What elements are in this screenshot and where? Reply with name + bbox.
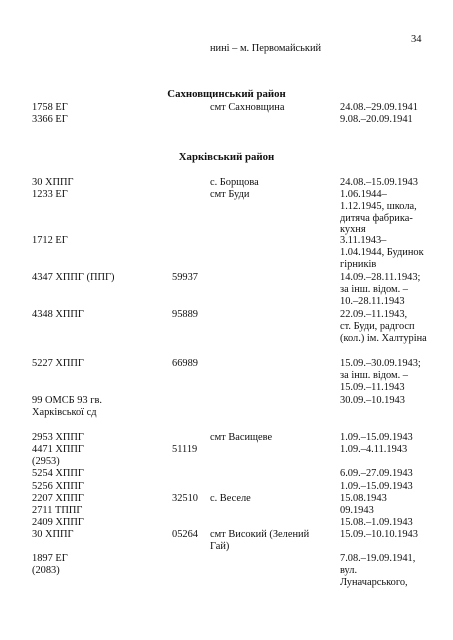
cell-line: 1758 ЕГ	[32, 102, 68, 113]
cell-line: 66989	[172, 358, 198, 369]
cell-line: 1.09.–4.11.1943	[340, 444, 408, 455]
cell-line: 6.09.–27.09.1943	[340, 468, 413, 479]
cell-line: 1.09.–15.09.1943	[340, 432, 413, 443]
cell-line: 1.09.–15.09.1943	[340, 481, 413, 492]
cell-line: 2711 ТППГ	[32, 505, 83, 516]
cell-line: смт Високий (Зелений	[210, 529, 310, 540]
cell-line: 05264	[172, 529, 198, 540]
cell-line: 24.08.–15.09.1943	[340, 177, 418, 188]
cell-line: 1.06.1944–	[340, 189, 387, 200]
cell-line: 24.08.–29.09.1941	[340, 102, 418, 113]
cell-line: ст. Буди, радгосп	[340, 320, 415, 332]
cell-line: кухня	[340, 224, 366, 236]
cell-line: за інш. відом. –	[340, 283, 409, 295]
page-number: 34	[411, 34, 422, 45]
cell-line: с. Веселе	[210, 493, 251, 504]
cell-line: 7.08.–19.09.1941,	[340, 553, 416, 564]
cell-line: смт Сахновщина	[210, 102, 285, 113]
cell-line: 95889	[172, 309, 198, 320]
cell-line: Луначарського,	[340, 576, 408, 588]
cell-line: смт Буди	[210, 189, 250, 200]
cell-line: 1897 ЕГ	[32, 553, 68, 564]
section-title-sakhnovshchyna: Сахновщинський район	[167, 88, 286, 100]
cell-line: 4348 ХППГ	[32, 309, 84, 320]
cell-line: 30 ХППГ	[32, 529, 74, 540]
cell-line: 14.09.–28.11.1943;	[340, 272, 421, 283]
cell-line: 32510	[172, 493, 198, 504]
cell-line: 1.12.1945, школа,	[340, 200, 417, 212]
cell-line: 15.09.–30.09.1943;	[340, 358, 421, 369]
cell-line: 30.09.–10.1943	[340, 395, 405, 406]
cell-line: 59937	[172, 272, 198, 283]
cell-line: 1.04.1944, Будинок	[340, 246, 424, 258]
cell-line: Гай)	[210, 540, 230, 552]
cell-line: за інш. відом. –	[340, 369, 409, 381]
cell-line: 1233 ЕГ	[32, 189, 68, 200]
cell-line: 09.1943	[340, 505, 374, 516]
cell-line: 22.09.–11.1943,	[340, 309, 408, 320]
cell-line: 2207 ХППГ	[32, 493, 84, 504]
cell-line: 2409 ХППГ	[32, 517, 84, 528]
cell-line: смт Васищеве	[210, 432, 273, 443]
cell-line: 4471 ХППГ	[32, 444, 84, 455]
cell-line: 15.08.–1.09.1943	[340, 517, 413, 528]
cell-line: 2953 ХППГ	[32, 432, 84, 443]
cell-line: 1712 ЕГ	[32, 235, 68, 246]
cell-line: 5227 ХППГ	[32, 358, 84, 369]
cell-line: (2953)	[32, 455, 60, 467]
cell-line: 3366 ЕГ	[32, 114, 68, 125]
cell-line: 5256 ХППГ	[32, 481, 84, 492]
intro-line: нині – м. Первомайський	[210, 43, 322, 54]
cell-line: вул.	[340, 564, 358, 576]
section-title-kharkiv: Харківський район	[178, 151, 275, 163]
cell-line: 51119	[172, 444, 198, 455]
cell-line: 5254 ХППГ	[32, 468, 84, 479]
cell-line: дитяча фабрика-	[340, 212, 413, 224]
cell-line: 99 ОМСБ 93 гв.	[32, 395, 102, 406]
cell-line: с. Борщова	[210, 177, 259, 188]
cell-line: (кол.) ім. Халтуріна	[340, 332, 427, 344]
cell-line: 15.09.–10.10.1943	[340, 529, 418, 540]
cell-line: 4347 ХППГ (ППГ)	[32, 272, 115, 283]
cell-line: 15.09.–11.1943	[340, 381, 405, 393]
cell-line: 30 ХППГ	[32, 177, 74, 188]
cell-line: 9.08.–20.09.1941	[340, 114, 413, 125]
cell-line: Харківської сд	[32, 406, 97, 418]
cell-line: 3.11.1943–	[340, 235, 387, 246]
cell-line: (2083)	[32, 564, 60, 576]
cell-line: 15.08.1943	[340, 493, 387, 504]
cell-line: гірників	[340, 258, 377, 270]
cell-line: 10.–28.11.1943	[340, 295, 405, 307]
